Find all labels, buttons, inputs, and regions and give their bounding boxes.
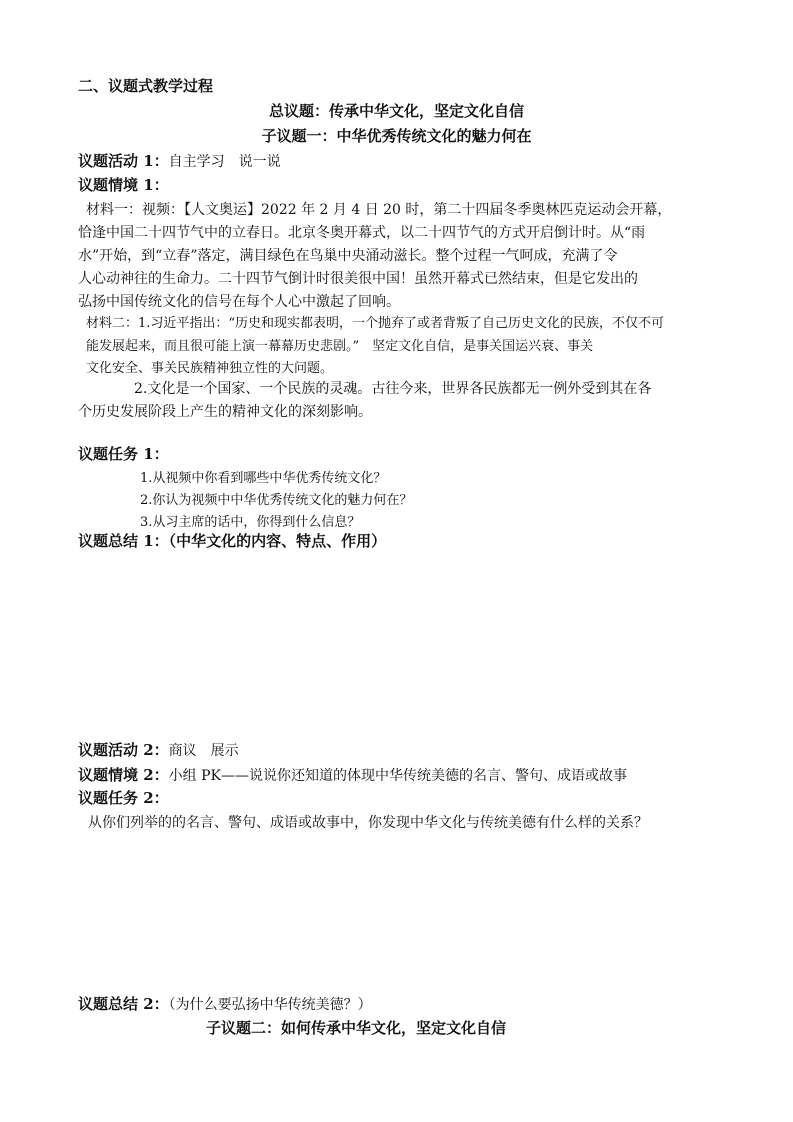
material-2-line: 材料二：1.习近平指出：“历史和现实都表明，一个抛弃了或者背叛了自己历史文化的民族，不仅不可: [86, 316, 665, 331]
situation-2: [78, 767, 627, 783]
task-1-question: 2.你认为视频中中华优秀传统文化的魅力何在？: [140, 493, 413, 508]
material-2-line: 个历史发展阶段上产生的精神文化的深刻影响。: [78, 404, 372, 420]
summary-2-label: 议题总结 2：: [78, 995, 169, 1013]
activity-1: [78, 153, 281, 169]
material-2-line: 文化安全、事关民族精神独立性的大问题。: [86, 361, 334, 376]
task-2-label: 议题任务 2：: [78, 789, 169, 807]
material-2-line: 能发展起来，而且很可能上演一幕幕历史悲剧。” 坚定文化自信，是事关国运兴衰、事关: [86, 339, 594, 354]
activity-2: [78, 742, 239, 758]
material-1-line: 人心动神往的生命力。二十四节气倒计时很美很中国！虽然开幕式已然结束，但是它发出的: [78, 271, 638, 287]
material-1-line: 弘扬中国传统文化的信号在每个人心中激起了回响。: [78, 294, 400, 310]
sub-topic-1: 子议题一：中华优秀传统文化的魅力何在: [261, 127, 532, 145]
task-2-question: 从你们列举的的名言、警句、成语或故事中，你发现中华文化与传统美德有什么样的关系？: [88, 815, 648, 831]
situation-2-label: 议题情境 2：: [78, 766, 169, 784]
material-1-line: 水”开始，到“立春”落定，满目绿色在鸟巢中央涌动滋长。整个过程一气呵成，充满了令: [78, 248, 618, 264]
summary-2-text: （为什么要弘扬中华传统美德？）: [168, 997, 372, 1013]
summary-1: 议题总结 1：（中华文化的内容、特点、作用）: [78, 532, 387, 550]
material-1-line: 材料一：视频：【人文奥运】2022 年 2 月 4 日 20 时，第二十四届冬季奥林匹克运动会开幕，: [86, 202, 672, 218]
task-1-question: 1.从视频中你看到哪些中华优秀传统文化？: [140, 471, 387, 486]
activity-1-label: 议题活动 1：: [78, 152, 169, 170]
situation-2-text: 小组 PK——说说你还知道的体现中华传统美德的名言、警句、成语或故事: [168, 768, 627, 784]
main-topic: 总议题：传承中华文化，坚定文化自信: [268, 102, 524, 120]
activity-2-text: 商议 展示: [168, 743, 239, 759]
section-heading: 二、议题式教学过程: [78, 77, 214, 95]
material-2-line: 2.文化是一个国家、一个民族的灵魂。古往今来，世界各民族都无一例外受到其在各: [134, 381, 652, 397]
material-1-line: 恰逢中国二十四节气中的立春日。北京冬奥开幕式，以二十四节气的方式开启倒计时。从“雨: [78, 225, 646, 241]
task-1-question: 3.从习主席的话中，你得到什么信息？: [140, 515, 361, 530]
sub-topic-2: 子议题二：如何传承中华文化，坚定文化自信: [206, 1019, 507, 1037]
situation-1-label: 议题情境 1：: [78, 176, 169, 194]
activity-2-label: 议题活动 2：: [78, 741, 169, 759]
activity-1-text: 自主学习 说一说: [168, 154, 281, 170]
task-1-label: 议题任务 1：: [78, 445, 169, 463]
summary-2: [78, 996, 372, 1012]
